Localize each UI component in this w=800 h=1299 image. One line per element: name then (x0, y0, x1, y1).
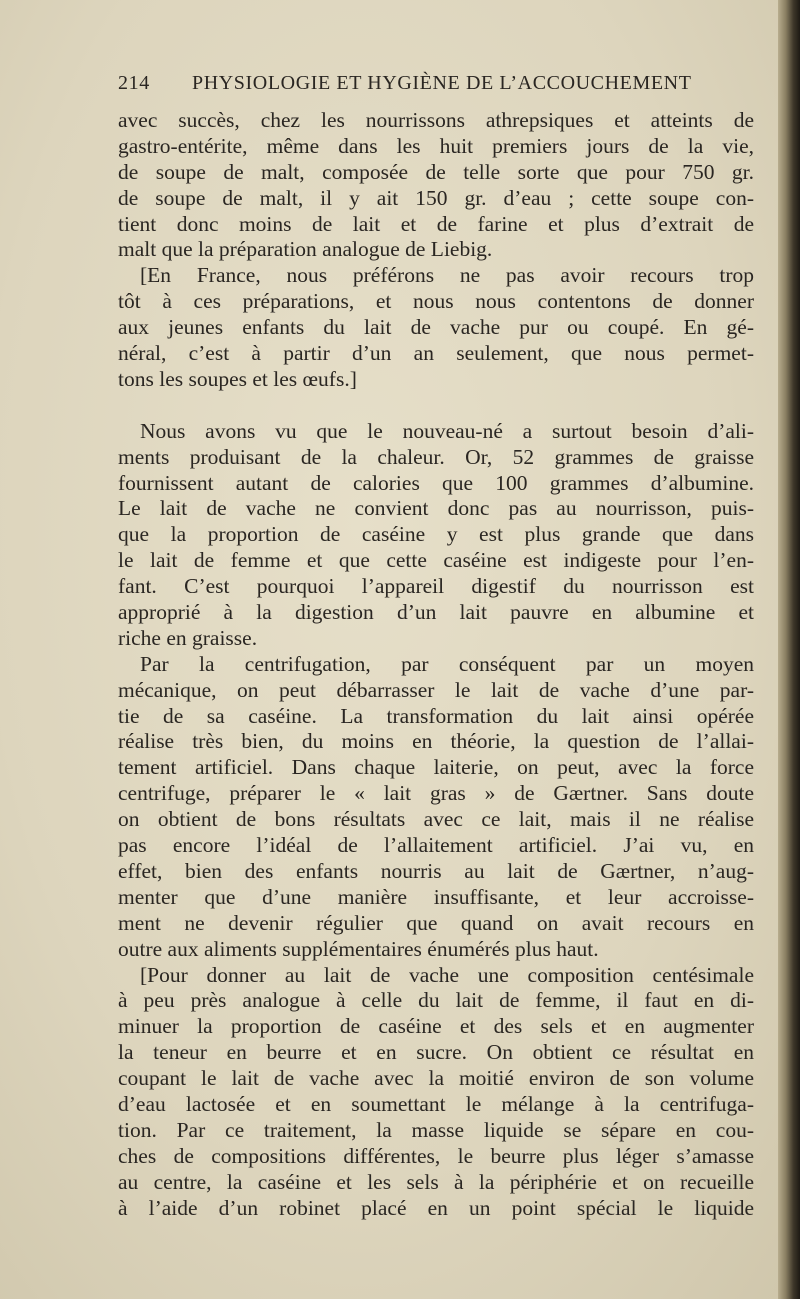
text-line: [Pour donner au lait de vache une composition centésimale (140, 962, 754, 987)
text-line: gastro-entérite, même dans les huit premiers jours de la vie, (118, 133, 754, 158)
paragraph (118, 652, 754, 963)
running-header (118, 72, 758, 95)
page-number: 214 (118, 72, 150, 94)
running-title: PHYSIOLOGIE ET HYGIÈNE DE L’ACCOUCHEMENT (192, 72, 692, 94)
text-line: à l’aide d’un robinet placé en un point spécial le liquide (118, 1195, 754, 1220)
paragraph-spacer (118, 393, 754, 419)
text-line: aux jeunes enfants du lait de vache pur ou coupé. En gé- (118, 315, 754, 340)
text-line: Le lait de vache ne convient donc pas au nourrisson, puis- (118, 496, 754, 521)
text-line: centrifuge, préparer le « lait gras » de Gærtner. Sans doute (118, 781, 754, 806)
text-line: minuer la proportion de caséine et des sels et en augmenter (118, 1014, 754, 1039)
text-line: de soupe de malt, composée de telle sorte que pour 750 gr. (118, 159, 754, 184)
text-line: menter que d’une manière insuffisante, et leur accroisse- (118, 884, 754, 909)
text-line: tons les soupes et les œufs.] (118, 366, 357, 391)
text-line: avec succès, chez les nourrissons athrepsiques et atteints de (118, 108, 754, 132)
text-line: tie de sa caséine. La transformation du lait ainsi opérée (118, 703, 754, 728)
text-line: que la proportion de caséine y est plus grande que dans (118, 522, 754, 547)
text-line: réalise très bien, du moins en théorie, la question de l’allai- (118, 729, 754, 754)
text-line: mécanique, on peut débarrasser le lait de vache d’une par- (118, 677, 754, 702)
body-text (118, 108, 754, 1221)
paragraph (118, 963, 754, 1222)
text-line: Nous avons vu que le nouveau-né a surtout besoin d’ali- (140, 418, 754, 443)
text-line: de soupe de malt, il y ait 150 gr. d’eau ; cette soupe con- (118, 185, 754, 210)
text-line: ches de compositions différentes, le beurre plus léger s’amasse (118, 1143, 754, 1168)
text-line: riche en graisse. (118, 625, 258, 650)
paragraph (118, 419, 754, 652)
text-line: le lait de femme et que cette caséine est indigeste pour l’en- (118, 548, 754, 573)
text-line: tôt à ces préparations, et nous nous contentons de donner (118, 289, 754, 314)
text-line: d’eau lactosée et en soumettant le mélange à la centrifuga- (118, 1091, 754, 1116)
text-line: on obtient de bons résultats avec ce lait, mais il ne réalise (118, 807, 754, 832)
text-line: ments produisant de la chaleur. Or, 52 grammes de graisse (118, 444, 754, 469)
text-line: coupant le lait de vache avec la moitié environ de son volume (118, 1066, 754, 1091)
text-line: outre aux aliments supplémentaires énumérés plus haut. (118, 936, 599, 961)
text-line: Par la centrifugation, par conséquent par un moyen (140, 651, 754, 676)
text-line: tient donc moins de lait et de farine et plus d’extrait de (118, 211, 754, 236)
text-line: approprié à la digestion d’un lait pauvre en albumine et (118, 600, 754, 625)
text-line: au centre, la caséine et les sels à la périphérie et on recueille (118, 1169, 754, 1194)
text-line: tement artificiel. Dans chaque laiterie, on peut, avec la force (118, 755, 754, 780)
paragraph (118, 108, 754, 263)
text-line: tion. Par ce traitement, la masse liquide se sépare en cou- (118, 1117, 754, 1142)
text-line: fournissent autant de calories que 100 grammes d’albumine. (118, 470, 754, 495)
text-line: effet, bien des enfants nourris au lait de Gærtner, n’aug- (118, 858, 754, 883)
text-line: néral, c’est à partir d’un an seulement, que nous permet- (118, 341, 754, 366)
book-spine-shadow (778, 0, 800, 1299)
text-line: pas encore l’idéal de l’allaitement artificiel. J’ai vu, en (118, 833, 754, 858)
text-line: [En France, nous préférons ne pas avoir recours trop (140, 263, 754, 288)
text-line: ment ne devenir régulier que quand on avait recours en (118, 910, 754, 935)
text-line: fant. C’est pourquoi l’appareil digestif du nourrisson est (118, 574, 754, 599)
text-line: à peu près analogue à celle du lait de femme, il faut en di- (118, 988, 754, 1013)
text-line: malt que la préparation analogue de Liebig. (118, 237, 493, 262)
paragraph (118, 263, 754, 392)
text-line: la teneur en beurre et en sucre. On obtient ce résultat en (118, 1040, 754, 1065)
